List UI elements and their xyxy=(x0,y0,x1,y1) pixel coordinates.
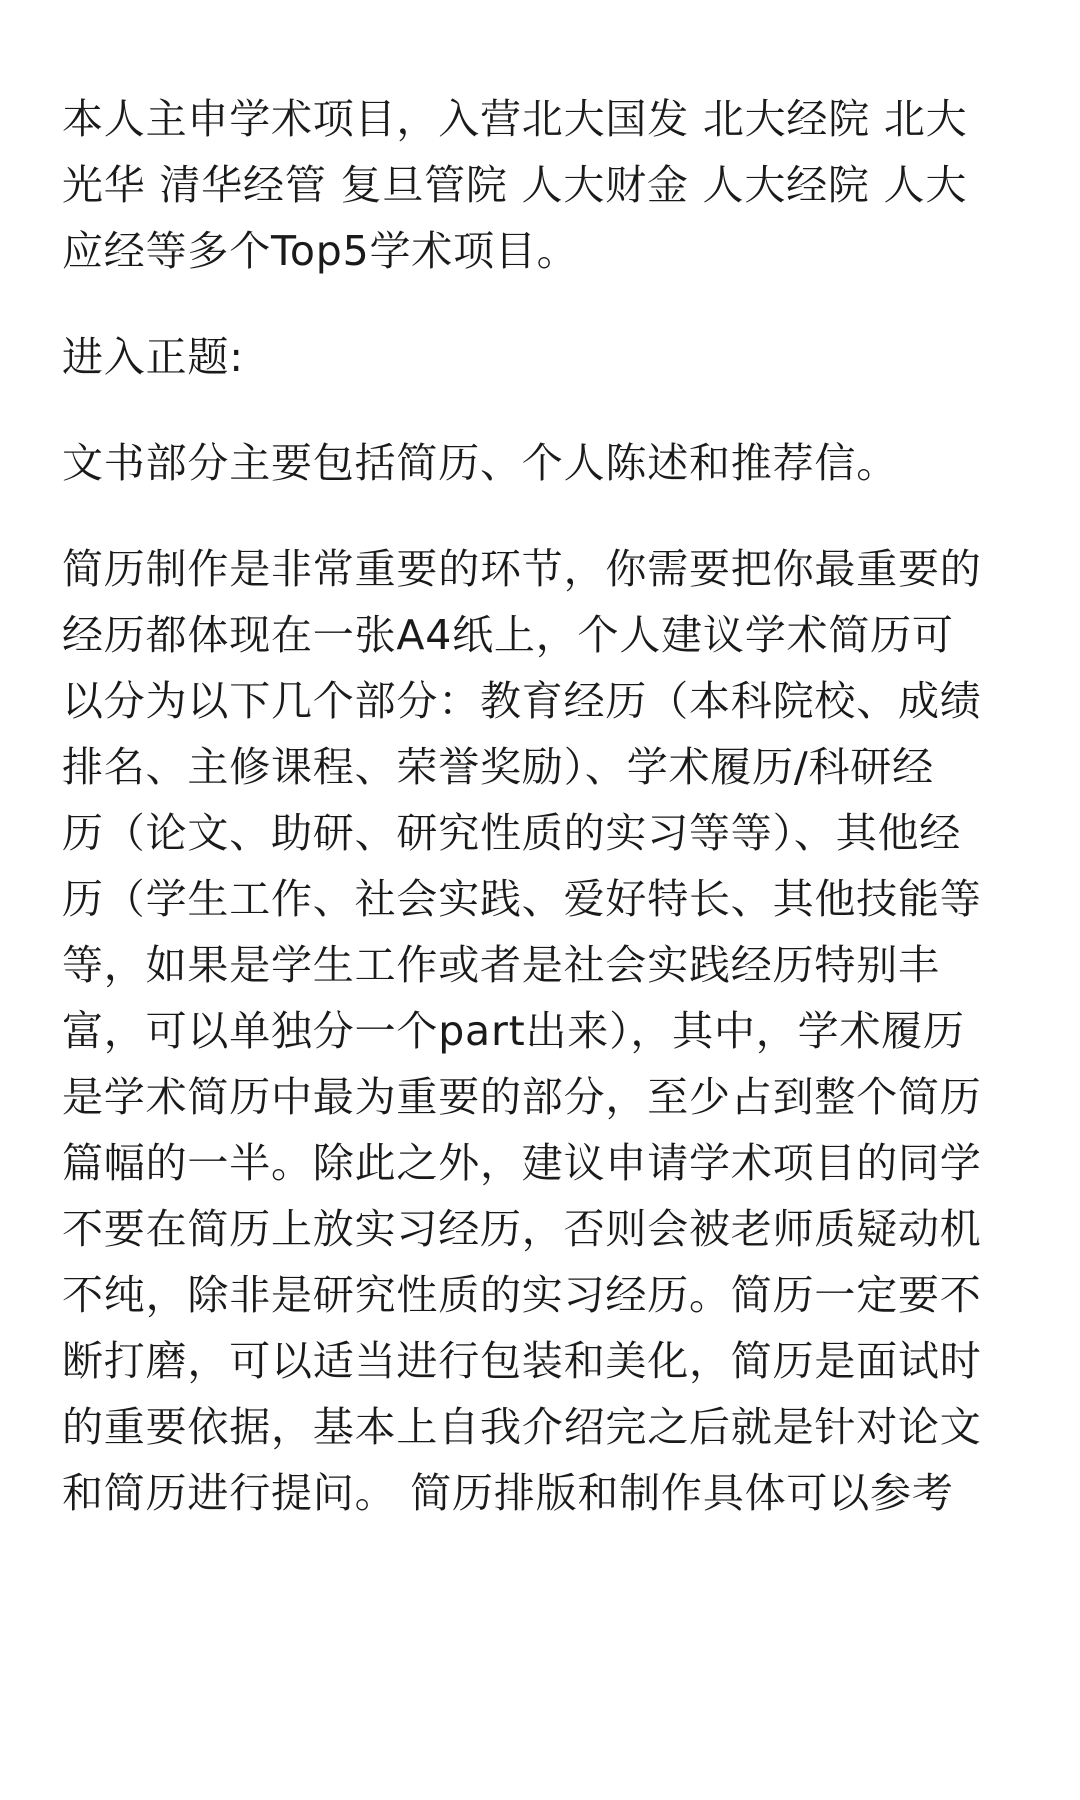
text-line: 进入正题: xyxy=(62,333,244,381)
paragraph-spacer xyxy=(62,284,1022,324)
text-line: 不纯，除非是研究性质的实习经历。简历一定要不 xyxy=(62,1271,982,1319)
text-line: 富，可以单独分一个part出来），其中，学术履历 xyxy=(62,1007,965,1055)
paragraph-spacer xyxy=(62,390,1022,430)
text-line: 是学术简历中最为重要的部分，至少占到整个简历 xyxy=(62,1073,982,1121)
paragraph-intro xyxy=(62,86,1022,284)
paragraph-spacer xyxy=(62,496,1022,536)
text-line: 断打磨，可以适当进行包装和美化，简历是面试时 xyxy=(62,1337,982,1385)
text-line: 历（学生工作、社会实践、爱好特长、其他技能等 xyxy=(62,875,982,923)
text-line: 的重要依据，基本上自我介绍完之后就是针对论文 xyxy=(62,1403,982,1451)
paragraph-heading xyxy=(62,324,1022,390)
text-line: 以分为以下几个部分：教育经历（本科院校、成绩 xyxy=(62,677,982,725)
text-line: 文书部分主要包括简历、个人陈述和推荐信。 xyxy=(62,439,898,487)
text-line: 和简历进行提问。 简历排版和制作具体可以参考 xyxy=(62,1469,954,1517)
text-line: 光华 清华经管 复旦管院 人大财金 人大经院 人大 xyxy=(62,161,968,209)
text-line: 等，如果是学生工作或者是社会实践经历特别丰 xyxy=(62,941,940,989)
text-line: 经历都体现在一张A4纸上，个人建议学术简历可 xyxy=(62,611,954,659)
text-line: 本人主申学术项目，入营北大国发 北大经院 北大 xyxy=(62,95,968,143)
text-line: 应经等多个Top5学术项目。 xyxy=(62,227,579,275)
text-line: 简历制作是非常重要的环节，你需要把你最重要的 xyxy=(62,545,982,593)
text-line: 篇幅的一半。除此之外，建议申请学术项目的同学 xyxy=(62,1139,982,1187)
text-line: 历（论文、助研、研究性质的实习等等）、其他经 xyxy=(62,809,962,857)
text-line: 不要在简历上放实习经历，否则会被老师质疑动机 xyxy=(62,1205,982,1253)
paragraph-resume xyxy=(62,536,1022,1526)
paragraph-documents xyxy=(62,430,1022,496)
text-line: 排名、主修课程、荣誉奖励）、学术履历/科研经 xyxy=(62,743,934,791)
